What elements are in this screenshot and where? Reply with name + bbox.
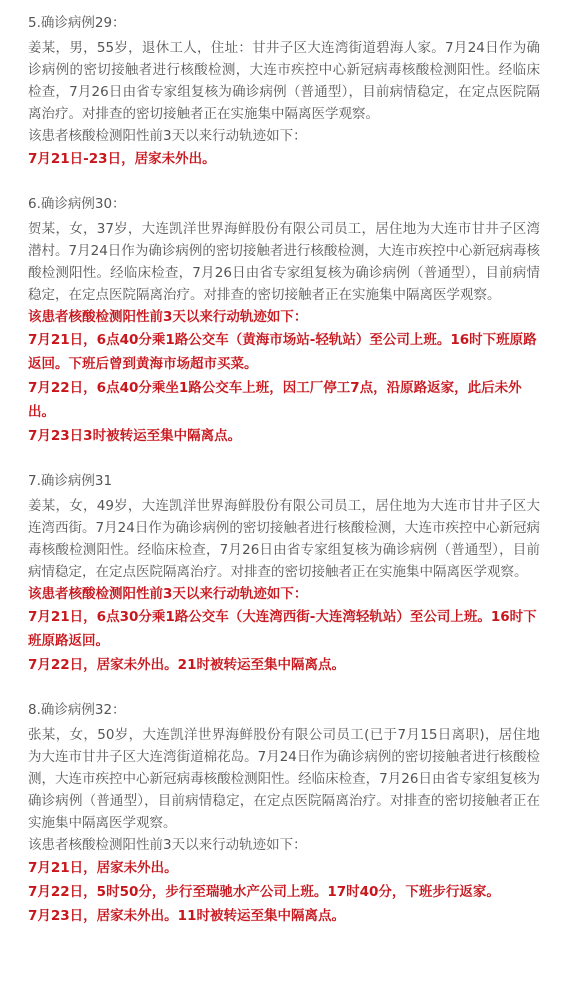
trajectory-item: 7月21日，居家未外出。 [28, 860, 178, 876]
trajectory-intro: 该患者核酸检测阳性前3天以来行动轨迹如下： [28, 586, 308, 602]
case-heading: 6.确诊病例30： [28, 196, 126, 212]
case-heading: 5.确诊病例29： [28, 15, 126, 31]
case-description: 姜某，女，49岁，大连凯洋世界海鲜股份有限公司员工，居住地为大连市甘井子区大连湾西街。7月24日作为确诊病例的密切接触者进行核酸检测，大连市疾控中心新冠病毒核酸检测阳性。经临床检查，7月26日由省专家组复核为确诊病例（普通型），目前病情稳定，在定点医院隔离治疗。对排查的密切接触者正在实施集中隔离医学观察。 [28, 498, 540, 580]
trajectory-intro: 该患者核酸检测阳性前3天以来行动轨迹如下： [28, 309, 308, 325]
case-32 [28, 699, 540, 928]
trajectory-item: 7月21日，6点30分乘1路公交车（大连湾西街-大连湾轻轨站）至公司上班。16时下班原路返回。 [28, 609, 537, 649]
case-29 [28, 12, 540, 171]
trajectory-item: 7月21日，6点40分乘1路公交车（黄海市场站-轻轨站）至公司上班。16时下班原路返回。下班后曾到黄海市场超市买菜。 [28, 332, 537, 372]
trajectory-item: 7月23日，居家未外出。11时被转运至集中隔离点。 [28, 908, 345, 924]
trajectory-item: 7月21日-23日，居家未外出。 [28, 151, 216, 167]
case-heading: 7.确诊病例31 [28, 473, 113, 489]
case-31 [28, 470, 540, 677]
trajectory-item: 7月23日3时被转运至集中隔离点。 [28, 428, 242, 444]
trajectory-intro: 该患者核酸检测阳性前3天以来行动轨迹如下： [28, 128, 307, 144]
trajectory-item: 7月22日，居家未外出。21时被转运至集中隔离点。 [28, 657, 345, 673]
case-description: 贺某，女，37岁，大连凯洋世界海鲜股份有限公司员工，居住地为大连市甘井子区湾潜村。7月24日作为确诊病例的密切接触者进行核酸检测，大连市疾控中心新冠病毒核酸检测阳性。经临床检查，7月26日由省专家组复核为确诊病例（普通型），目前病情稳定，在定点医院隔离治疗。对排查的密切接触者正在实施集中隔离医学观察。 [28, 221, 540, 303]
case-description: 姜某，男，55岁，退休工人，住址：甘井子区大连湾街道碧海人家。7月24日作为确诊病例的密切接触者进行核酸检测，大连市疾控中心新冠病毒核酸检测阳性。经临床检查，7月26日由省专家组复核为确诊病例（普通型），目前病情稳定，在定点医院隔离治疗。对排查的密切接触者正在实施集中隔离医学观察。 [28, 40, 540, 122]
trajectory-item: 7月22日，6点40分乘坐1路公交车上班，因工厂停工7点，沿原路返家，此后未外出。 [28, 380, 522, 420]
case-description: 张某，女，50岁，大连凯洋世界海鲜股份有限公司员工(已于7月15日离职)，居住地为大连市甘井子区大连湾街道棉花岛。7月24日作为确诊病例的密切接触者进行核酸检测，大连市疾控中心新冠病毒核酸检测阳性。经临床检查，7月26日由省专家组复核为确诊病例（普通型），目前病情稳定，在定点医院隔离治疗。对排查的密切接触者正在实施集中隔离医学观察。 [28, 727, 540, 831]
case-30 [28, 193, 540, 448]
trajectory-item: 7月22日，5时50分，步行至瑞驰水产公司上班。17时40分，下班步行返家。 [28, 884, 500, 900]
trajectory-intro: 该患者核酸检测阳性前3天以来行动轨迹如下： [28, 837, 307, 853]
case-heading: 8.确诊病例32： [28, 702, 126, 718]
